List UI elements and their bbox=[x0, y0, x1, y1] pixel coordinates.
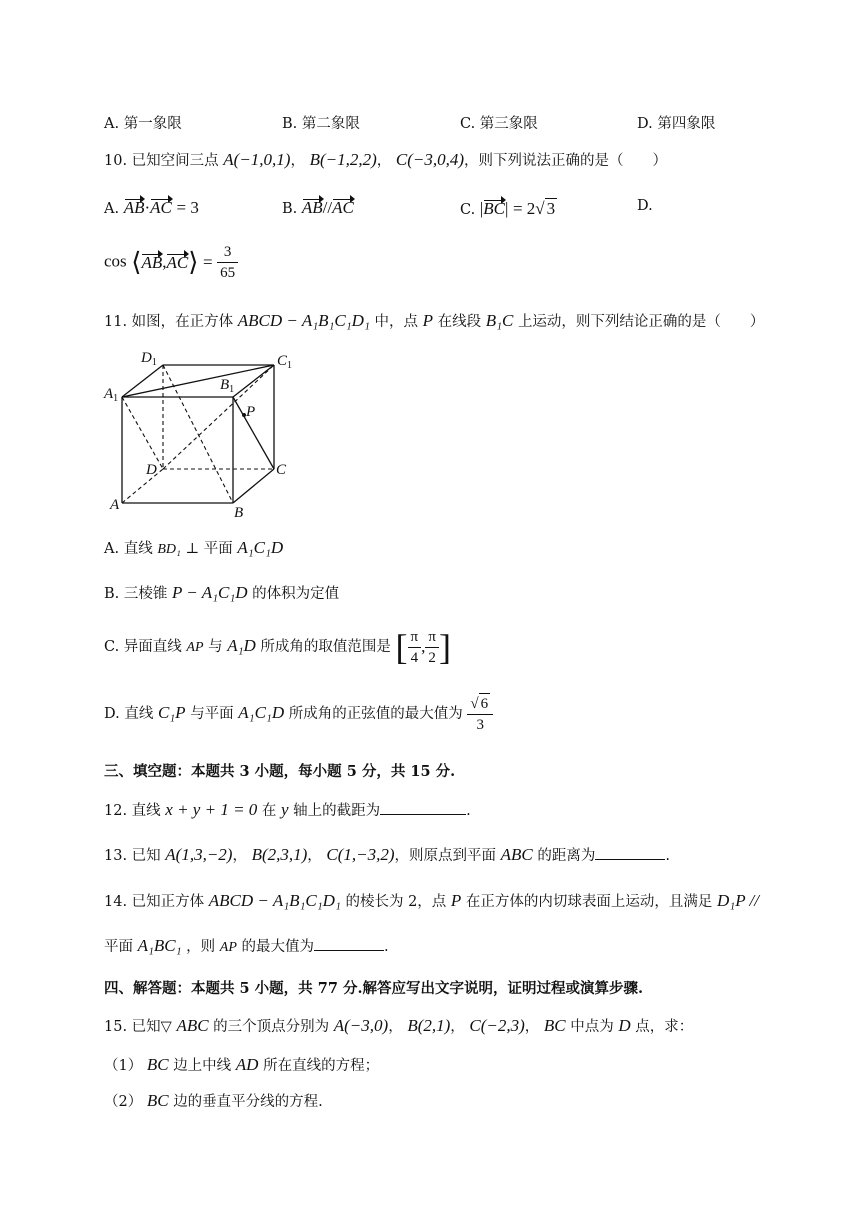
q11-cube-name: ABCD − A₁B₁C₁D₁ bbox=[237, 311, 370, 330]
q14-answer-blank[interactable] bbox=[314, 936, 384, 951]
q11-option-a: A. 直线 BD₁ ⊥ 平面 A₁C₁D bbox=[104, 538, 284, 557]
q9-option-c: C. 第三象限 bbox=[460, 116, 538, 132]
label-d1: $D_1$ bbox=[141, 350, 157, 368]
q10-option-d-formula: cos ⟨AB,AC⟩ = $\frac{3}{65}$ bbox=[104, 242, 238, 283]
q15-stem: 15. 已知▽ ABC 的三个顶点分别为 A(−3,0)， B(2,1)， C(−2,3)， BC 中点为 D 点，求： bbox=[104, 1016, 694, 1035]
q10-number: 10. 已知空间三点 bbox=[104, 153, 219, 169]
section-4-heading: 四、解答题：本题共 5 小题，共 77 分.解答应写出文字说明，证明过程或演算步骤. bbox=[104, 980, 644, 997]
q9-option-a: A. 第一象限 bbox=[104, 116, 182, 132]
q10-option-b: B. AB//AC bbox=[282, 198, 354, 217]
q11-option-d: D. 直线 C₁P 与平面 A₁C₁D 所成角的正弦值的最大值为 $\frac{√ 6}{3}$ bbox=[104, 693, 493, 735]
q11-cube-diagram bbox=[100, 345, 300, 520]
label-c: C bbox=[276, 462, 287, 478]
q12: 12. 直线 x + y + 1 = 0 在 y 轴上的截距为 . bbox=[104, 800, 471, 819]
label-b: B bbox=[234, 505, 244, 520]
q10-option-c: C. |BC| = 2√ 3 bbox=[460, 199, 556, 218]
q14-line2: 平面 A₁BC₁ ，则 AP 的最大值为 . bbox=[104, 936, 389, 955]
q10-option-d-label: D. bbox=[637, 198, 653, 214]
label-a1: $A_1$ bbox=[104, 386, 119, 404]
q11-option-c: C. 异面直线 AP 与 A₁D 所成角的取值范围是 [ $\frac{\pi}{4}$ , $\frac{\pi}{2}$ ] bbox=[104, 627, 451, 667]
q10-tail: ，则下列说法正确的是（ ） bbox=[464, 153, 668, 169]
section-3-heading: 三、填空题：本题共 3 小题，每小题 5 分，共 15 分. bbox=[104, 763, 456, 780]
q10-stem: 10. 已知空间三点 A(−1,0,1)， B(−1,2,2)， C(−3,0,4)，则下列说法正确的是（ ） bbox=[104, 150, 668, 169]
q11-stem: 11. 如图，在正方体 ABCD − A₁B₁C₁D₁ 中，点 P 在线段 B₁C 上运动，则下列结论正确的是（ ） bbox=[104, 311, 765, 330]
label-a: A bbox=[110, 497, 120, 513]
q10-point-b: B(−1,2,2) bbox=[309, 150, 377, 169]
q9-option-d: D. 第四象限 bbox=[637, 116, 716, 132]
q10-option-a: A. AB·AC = 3 bbox=[104, 198, 199, 217]
q9-option-b: B. 第二象限 bbox=[282, 116, 360, 132]
label-d: D bbox=[146, 462, 157, 478]
q11-option-b: B. 三棱锥 P − A₁C₁D 的体积为定值 bbox=[104, 583, 340, 602]
label-b1: $B_1$ bbox=[220, 377, 235, 395]
q15-sub-2: （2） BC 边的垂直平分线的方程. bbox=[104, 1091, 323, 1110]
q14-line1: 14. 已知正方体 ABCD − A₁B₁C₁D₁ 的棱长为 2，点 P 在正方体的内切球表面上运动，且满足 D₁P // bbox=[104, 891, 759, 910]
label-c1: $C_1$ bbox=[277, 353, 293, 371]
q13: 13. 已知 A(1,3,−2)， B(2,3,1)， C(1,−3,2)，则原点到平面 ABC 的距离为 . bbox=[104, 845, 670, 864]
q15-sub-1: （1） BC 边上中线 AD 所在直线的方程； bbox=[104, 1055, 380, 1074]
q12-answer-blank[interactable] bbox=[380, 800, 466, 815]
label-p: P bbox=[246, 404, 256, 420]
q10-point-c: C(−3,0,4) bbox=[395, 150, 465, 169]
q10-point-a: A(−1,0,1) bbox=[223, 150, 291, 169]
q13-answer-blank[interactable] bbox=[595, 845, 665, 860]
